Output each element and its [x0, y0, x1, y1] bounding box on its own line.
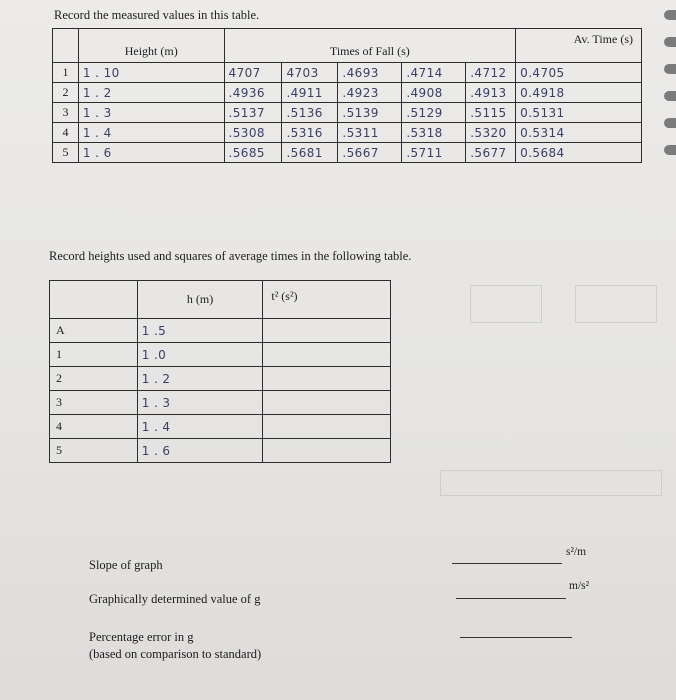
corner-cell: [50, 281, 138, 319]
binder-ring: [664, 145, 676, 155]
h-cell: 1 .0: [137, 343, 263, 367]
row-label: 1: [50, 343, 138, 367]
t2-cell[interactable]: [263, 367, 391, 391]
avg-time-cell: 0.5314: [516, 123, 642, 143]
table2-header-row: [50, 281, 391, 319]
binder-ring: [664, 37, 676, 47]
time-cell: 4703: [282, 63, 338, 83]
time-cell: .4911: [282, 83, 338, 103]
section2-heading: Record heights used and squares of average times in the following table.: [49, 249, 412, 263]
avg-time-cell: 0.4918: [516, 83, 642, 103]
h-cell: 1 . 6: [137, 439, 263, 463]
row-label: 2: [50, 367, 138, 391]
times-column-header: Times of Fall (s): [224, 29, 516, 63]
time-cell: .5308: [224, 123, 282, 143]
table-row: [50, 343, 391, 367]
time-cell: .5311: [338, 123, 402, 143]
time-cell: .4693: [338, 63, 402, 83]
avg-time-cell: 0.4705: [516, 63, 642, 83]
time-cell: .5137: [224, 103, 282, 123]
time-cell: .4712: [466, 63, 516, 83]
table-row: [53, 143, 642, 163]
time-cell: .5115: [466, 103, 516, 123]
time-cell: .5129: [402, 103, 466, 123]
time-cell: .5316: [282, 123, 338, 143]
binder-ring: [664, 64, 676, 74]
ghost-box: [575, 285, 657, 323]
time-cell: .5711: [402, 143, 466, 163]
height-cell: 1 . 10: [78, 63, 224, 83]
row-number: 3: [53, 103, 79, 123]
row-label: 5: [50, 439, 138, 463]
height-cell: 1 . 3: [78, 103, 224, 123]
h-cell: 1 . 3: [137, 391, 263, 415]
table-row: [50, 319, 391, 343]
g-answer-line[interactable]: [456, 598, 566, 599]
time-cell: .4714: [402, 63, 466, 83]
time-cell: .5320: [466, 123, 516, 143]
percent-error-label: Percentage error in g: [89, 630, 194, 644]
avg-time-cell: 0.5684: [516, 143, 642, 163]
t2-cell[interactable]: [263, 343, 391, 367]
height-cell: 1 . 6: [78, 143, 224, 163]
slope-unit: s²/m: [566, 546, 587, 558]
t2-cell[interactable]: [263, 391, 391, 415]
time-cell: .5318: [402, 123, 466, 143]
g-unit: m/s²: [569, 580, 590, 592]
error-answer-line[interactable]: [460, 637, 572, 638]
time-cell: .5139: [338, 103, 402, 123]
avg-time-column-header: Av. Time (s): [516, 29, 642, 63]
section1-heading: Record the measured values in this table.: [54, 8, 260, 22]
table-row: [50, 439, 391, 463]
time-cell: .5677: [466, 143, 516, 163]
table-row: [53, 123, 642, 143]
binder-ring: [664, 118, 676, 128]
row-number: 2: [53, 83, 79, 103]
table1-header-row: [53, 29, 642, 63]
time-cell: .5136: [282, 103, 338, 123]
row-number: 4: [53, 123, 79, 143]
time-cell: .4913: [466, 83, 516, 103]
time-cell: .4936: [224, 83, 282, 103]
ghost-box: [470, 285, 542, 323]
slope-answer-line[interactable]: [452, 563, 562, 564]
h-cell: 1 .5: [137, 319, 263, 343]
h-cell: 1 . 4: [137, 415, 263, 439]
table-row: [53, 83, 642, 103]
time-cell: .4923: [338, 83, 402, 103]
time-cell: 4707: [224, 63, 282, 83]
row-number: 5: [53, 143, 79, 163]
h-column-header: h (m): [137, 281, 263, 319]
row-label: 4: [50, 415, 138, 439]
heights-squares-table: [49, 280, 391, 463]
time-cell: .4908: [402, 83, 466, 103]
g-value-label: Graphically determined value of g: [89, 592, 261, 606]
height-column-header: Height (m): [78, 29, 224, 63]
table-row: [50, 415, 391, 439]
time-cell: .5667: [338, 143, 402, 163]
binder-ring: [664, 10, 676, 20]
row-label: A: [50, 319, 138, 343]
row-label: 3: [50, 391, 138, 415]
binder-ring: [664, 91, 676, 101]
percent-error-sublabel: (based on comparison to standard): [89, 647, 262, 661]
measured-values-table: [52, 28, 642, 163]
avg-time-cell: 0.5131: [516, 103, 642, 123]
t2-cell[interactable]: [263, 415, 391, 439]
time-cell: .5681: [282, 143, 338, 163]
t2-cell[interactable]: [263, 319, 391, 343]
t2-cell[interactable]: [263, 439, 391, 463]
table-row: [50, 391, 391, 415]
height-cell: 1 . 2: [78, 83, 224, 103]
row-number: 1: [53, 63, 79, 83]
t2-column-header: t² (s²): [263, 281, 391, 319]
corner-cell: [53, 29, 79, 63]
table-row: [53, 63, 642, 83]
ghost-box: [440, 470, 662, 496]
height-cell: 1 . 4: [78, 123, 224, 143]
slope-label: Slope of graph: [89, 558, 163, 572]
table-row: [53, 103, 642, 123]
time-cell: .5685: [224, 143, 282, 163]
table-row: [50, 367, 391, 391]
h-cell: 1 . 2: [137, 367, 263, 391]
